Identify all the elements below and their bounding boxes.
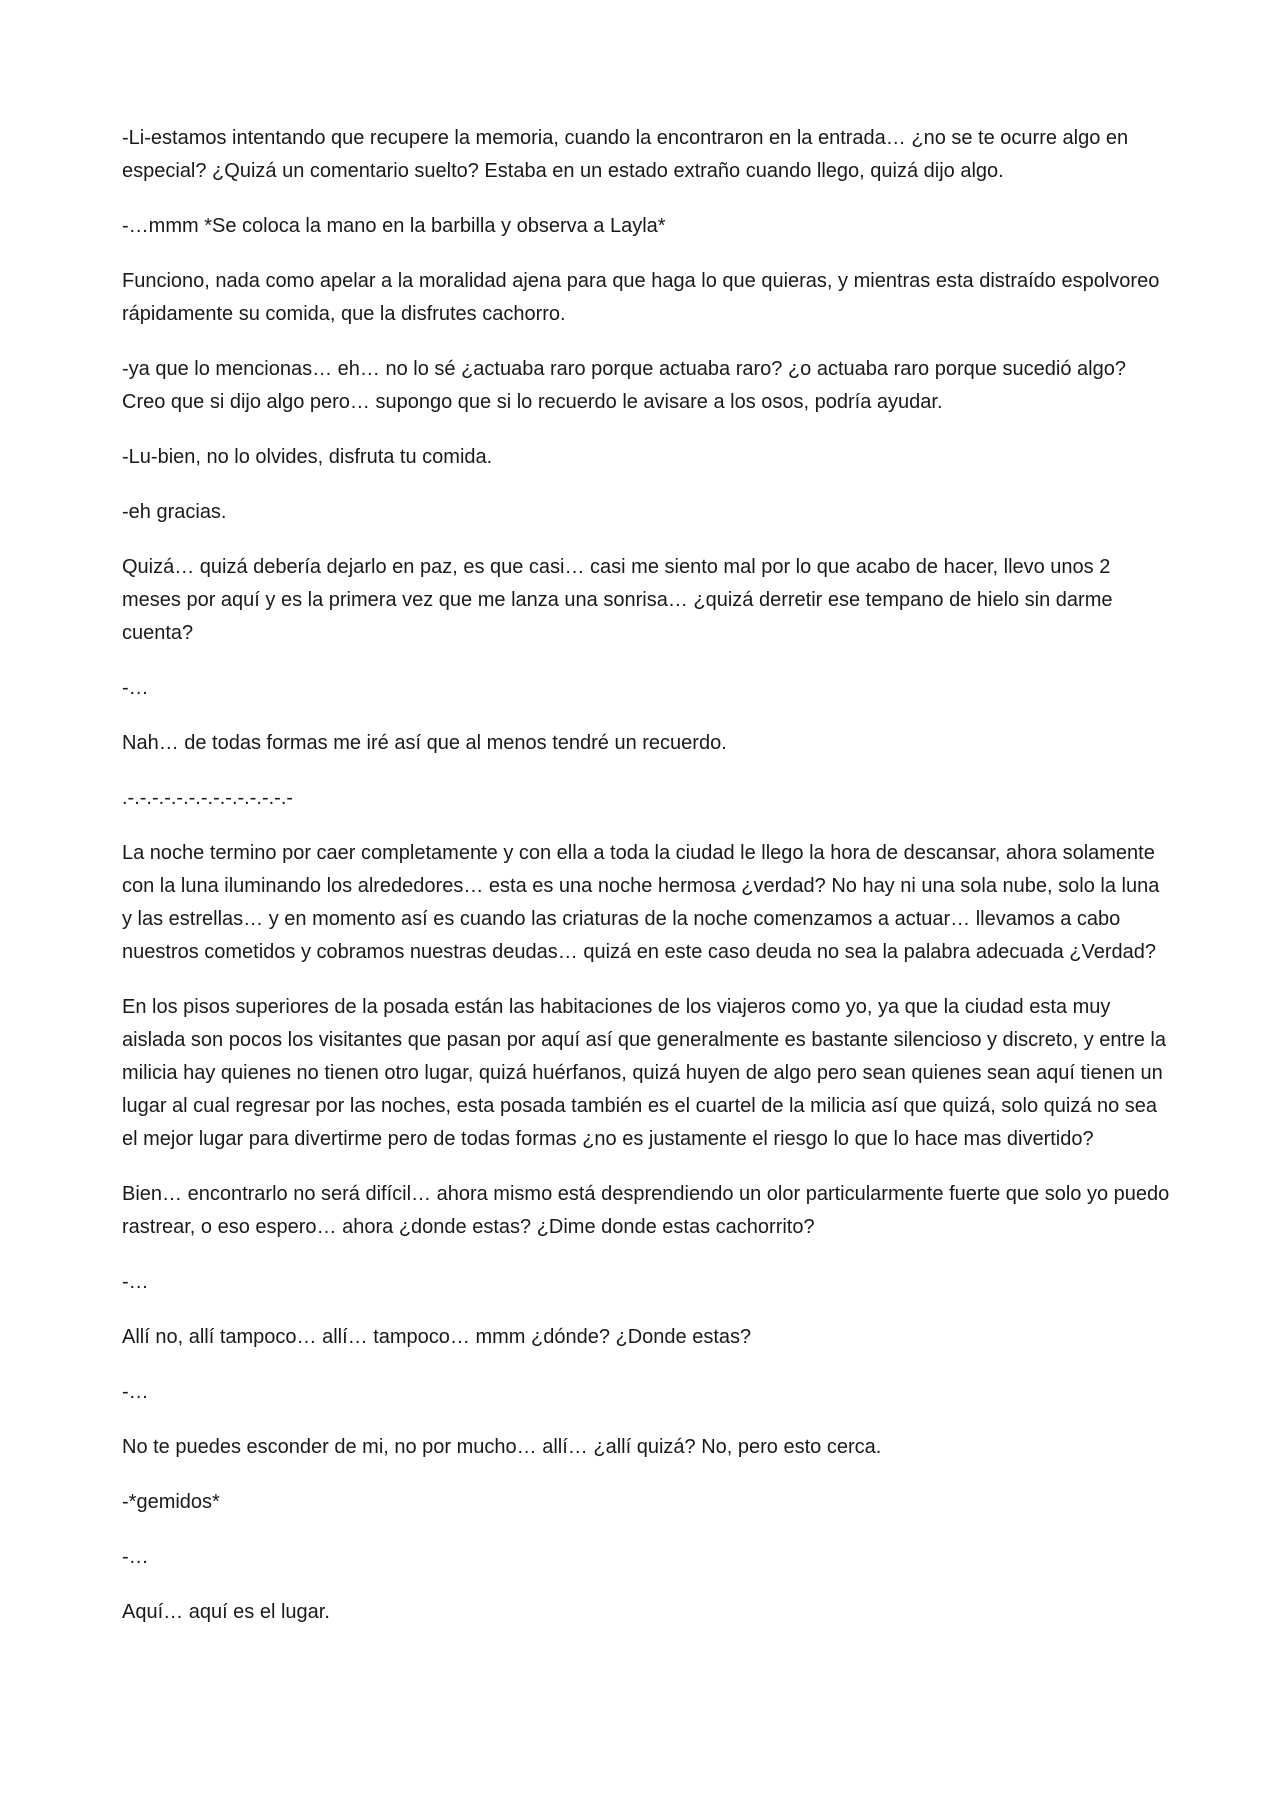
paragraph: Funciono, nada como apelar a la moralidad ajena para que haga lo que quieras, y mientras esta distraído espolvoreo rápidamente su comida, que la disfrutes cachorro.: [122, 270, 1160, 325]
paragraph: -…: [122, 1271, 149, 1293]
paragraph: Aquí… aquí es el lugar.: [122, 1601, 330, 1623]
paragraph: Allí no, allí tampoco… allí… tampoco… mmm ¿dónde? ¿Donde estas?: [122, 1326, 752, 1348]
paragraph: En los pisos superiores de la posada están las habitaciones de los viajeros como yo, ya que la ciudad esta muy aislada son pocos los visitantes que pasan por aquí así que generalmente es bastante silencioso y discreto, y entre la milicia hay quienes no tienen otro lugar, quizá huérfanos, quizá huyen de algo pero sean quienes sean aquí tienen un lugar al cual regresar por las noches, esta posada también es el cuartel de la milicia así que quizá, solo quizá no sea el mejor lugar para divertirme pero de todas formas ¿no es justamente el riesgo lo que lo hace mas divertido?: [122, 996, 1166, 1150]
paragraph: -ya que lo mencionas… eh… no lo sé ¿actuaba raro porque actuaba raro? ¿o actuaba raro porque sucedió algo? Creo que si dijo algo pero… supongo que si lo recuerdo le avisare a los osos, podría ayudar.: [122, 358, 1126, 413]
paragraph: -Li-estamos intentando que recupere la memoria, cuando la encontraron en la entrada… ¿no se te ocurre algo en especial? ¿Quizá un comentario suelto? Estaba en un estado extraño cuando llego, quizá dijo algo.: [122, 127, 1129, 182]
paragraph: -…mmm *Se coloca la mano en la barbilla y observa a Layla*: [122, 215, 666, 237]
paragraph: -*gemidos*: [122, 1491, 220, 1513]
paragraph: -…: [122, 1546, 149, 1568]
paragraph: Quizá… quizá debería dejarlo en paz, es que casi… casi me siento mal por lo que acabo de hacer, llevo unos 2 meses por aquí y es la primera vez que me lanza una sonrisa… ¿quizá derretir ese tempano de hielo sin darme cuenta?: [122, 556, 1113, 644]
paragraph: -Lu-bien, no lo olvides, disfruta tu comida.: [122, 446, 493, 468]
paragraph: Nah… de todas formas me iré así que al menos tendré un recuerdo.: [122, 732, 727, 754]
paragraph: -…: [122, 1381, 149, 1403]
document-page: [122, 122, 1172, 1651]
scene-break: .-.-.-.-.-.-.-.-.-.-.-.-.-.-: [122, 787, 294, 809]
paragraph: -eh gracias.: [122, 501, 227, 523]
paragraph: Bien… encontrarlo no será difícil… ahora mismo está desprendiendo un olor particularmente fuerte que solo yo puedo rastrear, o eso espero… ahora ¿donde estas? ¿Dime donde estas cachorrito?: [122, 1183, 1170, 1238]
paragraph: La noche termino por caer completamente y con ella a toda la ciudad le llego la hora de descansar, ahora solamente con la luna iluminando los alrededores… esta es una noche hermosa ¿verdad? No hay ni una sola nube, solo la luna y las estrellas… y en momento así es cuando las criaturas de la noche comenzamos a actuar… llevamos a cabo nuestros cometidos y cobramos nuestras deudas… quizá en este caso deuda no sea la palabra adecuada ¿Verdad?: [122, 842, 1160, 963]
paragraph: No te puedes esconder de mi, no por mucho… allí… ¿allí quizá? No, pero esto cerca.: [122, 1436, 882, 1458]
paragraph: -…: [122, 677, 149, 699]
